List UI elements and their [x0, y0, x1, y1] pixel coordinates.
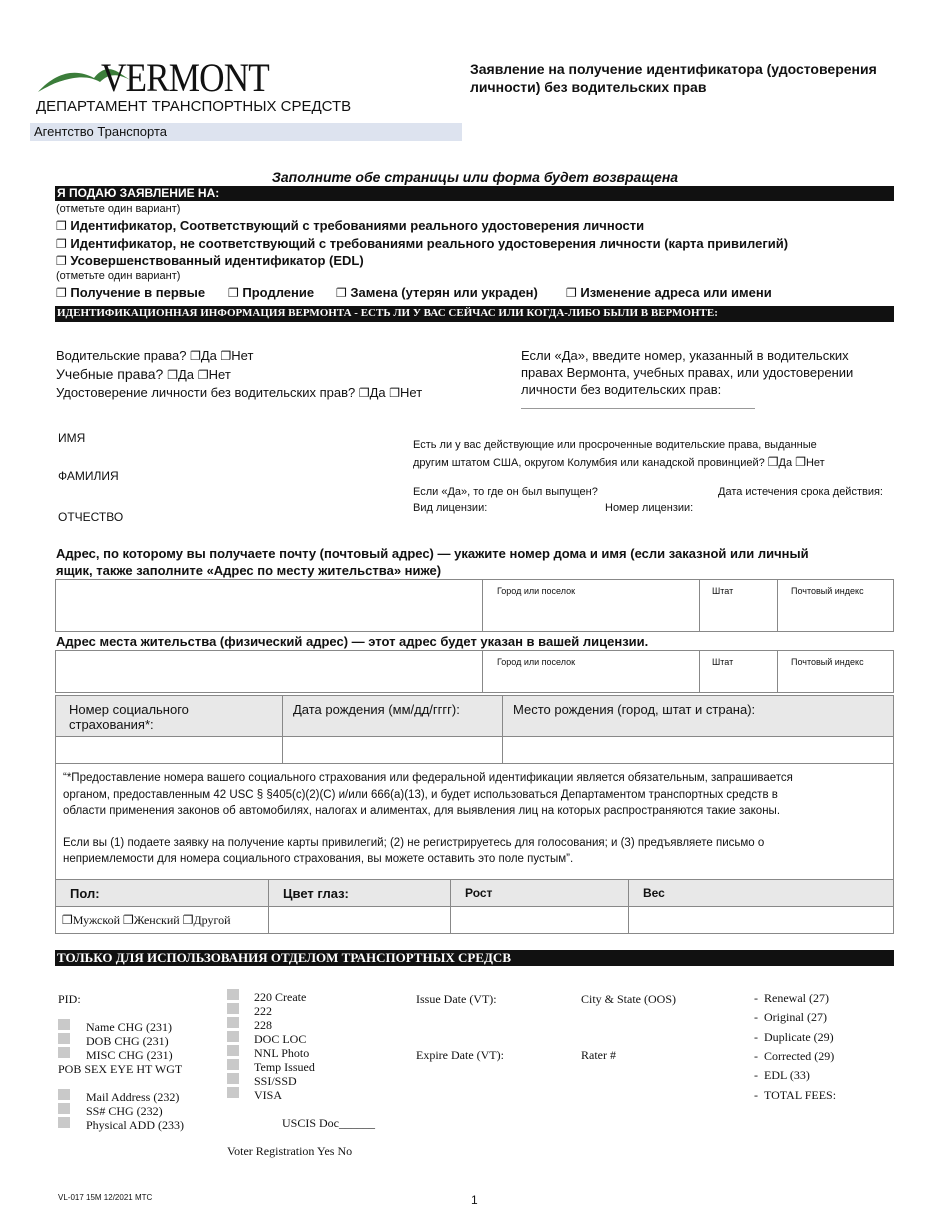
- height-header-cell: [450, 879, 629, 907]
- apply-option-real-id[interactable]: [56, 218, 644, 233]
- fee-corrected: - Corrected (29): [754, 1049, 835, 1063]
- checkbox-square[interactable]: [58, 1103, 70, 1114]
- checkbox-square[interactable]: [58, 1047, 70, 1058]
- sex-male[interactable]: Мужской: [72, 913, 121, 927]
- yes-label: Да: [177, 367, 195, 382]
- fee-label: Corrected (29): [764, 1049, 835, 1063]
- ssn-input[interactable]: [55, 736, 283, 764]
- option-label: Идентификатор, не соответствующий с требованиями реального удостоверения личности (карта привилегий): [70, 236, 789, 251]
- fee-label: Original (27): [764, 1010, 827, 1024]
- office-mail-address: Mail Address (232): [86, 1090, 180, 1104]
- yes-label: Да: [369, 385, 386, 400]
- state-label: Штат: [712, 586, 734, 596]
- ssn-header-cell: [55, 695, 283, 737]
- option-label: Идентификатор, Соответствующий с требованиями реального удостоверения личности: [70, 218, 645, 233]
- type-label: Получение в первые: [70, 285, 206, 300]
- q-drivers-license: [56, 348, 253, 363]
- fee-label: Renewal (27): [764, 991, 829, 1005]
- office-228: 228: [254, 1018, 272, 1032]
- q-label: Удостоверение личности без водительских прав?: [56, 385, 356, 400]
- checkbox-icon[interactable]: ❐: [190, 349, 201, 363]
- type-first-time[interactable]: [56, 285, 205, 300]
- notice-p1-line2: органом, предоставленным 42 USC § §405(c)(2)(C) и/или 666(a)(13), и будет использоваться Департаментом транспортных средств в: [63, 788, 778, 801]
- eyes-input[interactable]: [268, 906, 451, 934]
- checkbox-icon[interactable]: ❐: [56, 286, 67, 300]
- checkbox-icon[interactable]: ❐: [182, 913, 194, 927]
- state-label: Штат: [712, 657, 734, 667]
- dob-input[interactable]: [282, 736, 503, 764]
- ssn-label-line2: страхования*:: [69, 717, 154, 732]
- office-header-text: ТОЛЬКО ДЛЯ ИСПОЛЬЗОВАНИЯ ОТДЕЛОМ ТРАНСПОРТНЫХ СРЕДСВ: [57, 950, 511, 965]
- sex-options: [62, 913, 231, 928]
- checkbox-square[interactable]: [227, 1031, 239, 1042]
- q-learner-permit: [56, 366, 231, 382]
- pob-input[interactable]: [502, 736, 894, 764]
- zip-label: Почтовый индекс: [791, 657, 864, 667]
- checkbox-square[interactable]: [227, 1003, 239, 1014]
- checkbox-square[interactable]: [58, 1019, 70, 1030]
- agency-banner: [30, 123, 462, 141]
- fee-label: Duplicate (29): [764, 1030, 834, 1044]
- middle-name-label: ОТЧЕСТВО: [58, 510, 124, 524]
- type-label: Продление: [242, 285, 315, 300]
- office-city-state: City & State (OOS): [581, 992, 676, 1006]
- checkbox-icon[interactable]: ❐: [389, 386, 401, 400]
- checkbox-icon[interactable]: ❐: [795, 455, 806, 469]
- issued-where-label: Если «Да», то где он был выпущен?: [413, 486, 598, 498]
- checkbox-square[interactable]: [227, 1059, 239, 1070]
- checkbox-icon[interactable]: ❐: [167, 368, 178, 382]
- fee-renewal: - Renewal (27): [754, 991, 829, 1005]
- checkbox-icon[interactable]: ❐: [56, 254, 67, 268]
- apply-option-edl[interactable]: [56, 253, 364, 268]
- office-220-create: 220 Create: [254, 990, 307, 1004]
- residence-street-field[interactable]: [55, 650, 483, 693]
- office-ssi-ssd: SSI/SSD: [254, 1074, 297, 1088]
- if-yes-line2: правах Вермонта, учебных правах, или удостоверении: [521, 365, 854, 380]
- checkbox-icon[interactable]: ❐: [358, 386, 370, 400]
- ssn-label-line1: Номер социального: [69, 702, 189, 717]
- agency-name: Агентство Транспорта: [34, 124, 168, 139]
- apply-section-header: [55, 186, 894, 201]
- expiry-label: Дата истечения срока действия:: [718, 486, 883, 498]
- sex-female[interactable]: Женский: [133, 913, 180, 927]
- zip-label: Почтовый индекс: [791, 586, 864, 596]
- dob-header-cell: [282, 695, 503, 737]
- type-replacement[interactable]: [336, 285, 538, 300]
- office-issue-date: Issue Date (VT):: [416, 992, 497, 1006]
- residence-label: Адрес места жительства (физический адрес) — этот адрес будет указан в вашей лицензии.: [56, 634, 649, 649]
- pid-label: PID:: [58, 992, 81, 1006]
- checkbox-icon[interactable]: ❐: [336, 286, 347, 300]
- q-label: Учебные права?: [56, 366, 164, 382]
- office-dob-chg: DOB CHG (231): [86, 1034, 169, 1048]
- mailing-label-line2: ящик, также заполните «Адрес по месту жительства» ниже): [56, 563, 442, 578]
- office-physical-add: Physical ADD (233): [86, 1118, 184, 1132]
- if-yes-line3: личности без водительских прав:: [521, 382, 722, 397]
- if-yes-line1: Если «Да», введите номер, указанный в водительских: [521, 348, 849, 363]
- form-title-line1: Заявление на получение идентификатора (удостоверения: [470, 61, 877, 77]
- mailing-label-line1: Адрес, по которому вы получаете почту (почтовый адрес) — укажите номер дома и имя (если заказной или личный: [56, 546, 809, 561]
- checkbox-icon[interactable]: ❐: [220, 349, 232, 363]
- q-label: Водительские права?: [56, 348, 187, 363]
- eyes-label: Цвет глаз:: [283, 886, 349, 901]
- office-rater: Rater #: [581, 1048, 616, 1062]
- dob-label: Дата рождения (мм/дд/гггг):: [293, 702, 460, 717]
- checkbox-square[interactable]: [227, 1073, 239, 1084]
- check-one-note-2: (отметьте один вариант): [56, 270, 181, 282]
- no-label: Нет: [231, 348, 254, 363]
- office-misc-chg: MISC CHG (231): [86, 1048, 173, 1062]
- checkbox-square[interactable]: [58, 1033, 70, 1044]
- sex-input-cell: [55, 906, 269, 934]
- notice-p2-line2: неприемлемости для номера социального страхования, вы можете оставить это поле пустым”.: [63, 853, 574, 865]
- fee-label: TOTAL FEES:: [764, 1088, 837, 1102]
- office-222: 222: [254, 1004, 272, 1018]
- city-label: Город или поселок: [497, 657, 576, 667]
- sex-other[interactable]: Другой: [193, 913, 231, 927]
- vt-id-section-header: [55, 306, 894, 322]
- first-name-label: ИМЯ: [58, 431, 86, 445]
- weight-header-cell: [628, 879, 894, 907]
- office-expire-date: Expire Date (VT):: [416, 1048, 504, 1062]
- checkbox-icon[interactable]: ❐: [62, 913, 73, 927]
- mailing-street-field[interactable]: [55, 579, 483, 632]
- checkbox-square[interactable]: [58, 1089, 70, 1100]
- sex-label: Пол:: [70, 886, 100, 901]
- checkbox-icon[interactable]: ❐: [56, 237, 67, 251]
- residence-state-field[interactable]: [699, 650, 778, 693]
- checkbox-square[interactable]: [227, 989, 239, 1000]
- type-renewal[interactable]: [228, 285, 314, 300]
- no-label: Нет: [805, 457, 825, 469]
- no-label: Нет: [400, 385, 423, 400]
- residence-zip-field[interactable]: [777, 650, 894, 693]
- office-uscis-doc: USCIS Doc______: [282, 1116, 376, 1130]
- checkbox-icon[interactable]: ❐: [228, 286, 239, 300]
- form-title-line2: личности) без водительских прав: [470, 79, 707, 95]
- pob-header-cell: [502, 695, 894, 737]
- type-address-change[interactable]: [566, 285, 772, 300]
- residence-city-field[interactable]: [482, 650, 700, 693]
- mailing-state-field[interactable]: [699, 579, 778, 632]
- license-type-label: Вид лицензии:: [413, 502, 488, 514]
- logo-wordmark: VERMONT: [101, 55, 269, 100]
- city-label: Город или поселок: [497, 586, 576, 596]
- ssn-notice: [63, 770, 889, 868]
- sex-header-cell: [55, 879, 269, 907]
- other-license-q1: Есть ли у вас действующие или просроченные водительские права, выданные: [413, 439, 817, 451]
- yes-label: Да: [200, 348, 217, 363]
- eyes-header-cell: [268, 879, 451, 907]
- height-input[interactable]: [450, 906, 629, 934]
- office-nnl-photo: NNL Photo: [254, 1046, 310, 1060]
- pob-label: Место рождения (город, штат и страна):: [513, 702, 756, 717]
- type-label: Замена (утерян или украден): [350, 285, 538, 300]
- fee-edl: - EDL (33): [754, 1068, 810, 1082]
- fee-label: EDL (33): [764, 1068, 810, 1082]
- checkbox-icon[interactable]: ❐: [197, 368, 209, 382]
- office-ss-chg: SS# CHG (232): [86, 1104, 163, 1118]
- department-name: ДЕПАРТАМЕНТ ТРАНСПОРТНЫХ СРЕДСТВ: [36, 98, 352, 115]
- last-name-label: ФАМИЛИЯ: [58, 469, 119, 483]
- fee-original: - Original (27): [754, 1010, 827, 1024]
- checkbox-square[interactable]: [58, 1117, 70, 1128]
- notice-p1-line3: области применения законов об автомобилях, налогах и алиментах, для выявления лиц на которых распространяются такие законы.: [63, 805, 781, 817]
- notice-p2-line1: Если вы (1) подаете заявку на получение карты привилегий; (2) не регистрируетесь для голосования; и (3) предъявляете письмо о: [63, 836, 765, 849]
- other-license-q2: [413, 455, 825, 469]
- weight-label: Вес: [643, 886, 665, 900]
- checkbox-icon[interactable]: ❐: [56, 219, 67, 233]
- height-label: Рост: [465, 886, 493, 900]
- checkbox-icon[interactable]: ❐: [566, 286, 577, 300]
- office-name-chg: Name CHG (231): [86, 1020, 172, 1034]
- weight-input[interactable]: [628, 906, 894, 934]
- office-voter-registration: Voter Registration Yes No: [227, 1144, 353, 1158]
- type-label: Изменение адреса или имени: [580, 285, 772, 300]
- option-label: Усовершенствованный идентификатор (EDL): [70, 253, 364, 268]
- checkbox-square[interactable]: [227, 1045, 239, 1056]
- no-label: Нет: [208, 367, 231, 382]
- office-temp-issued: Temp Issued: [254, 1060, 315, 1074]
- apply-option-non-real-id[interactable]: [56, 236, 788, 251]
- yes-label: Да: [778, 457, 793, 469]
- office-section-header: [55, 950, 894, 966]
- checkbox-square[interactable]: [227, 1087, 239, 1098]
- vt-id-header-text: ИДЕНТИФИКАЦИОННАЯ ИНФОРМАЦИЯ ВЕРМОНТА - ЕСТЬ ЛИ У ВАС СЕЙЧАС ИЛИ КОГДА-ЛИБО БЫЛИ В ВЕРМОНТЕ:: [57, 307, 718, 319]
- q-non-driver-id: [56, 385, 422, 400]
- q-label: другим штатом США, округом Колумбия или канадской провинцией?: [413, 457, 765, 469]
- checkbox-icon[interactable]: ❐: [123, 913, 134, 927]
- mailing-zip-field[interactable]: [777, 579, 894, 632]
- page-number: 1: [471, 1193, 478, 1207]
- instruction-text: Заполните обе страницы или форма будет возвращена: [271, 169, 679, 185]
- fee-total: - TOTAL FEES:: [754, 1088, 837, 1102]
- check-one-note: (отметьте один вариант): [56, 203, 181, 215]
- checkbox-icon[interactable]: ❐: [767, 455, 779, 469]
- apply-header-text: Я ПОДАЮ ЗАЯВЛЕНИЕ НА:: [57, 186, 220, 200]
- vt-id-number-field[interactable]: [521, 408, 755, 409]
- checkbox-square[interactable]: [227, 1017, 239, 1028]
- office-visa: VISA: [254, 1088, 283, 1102]
- form-code: VL-017 15M 12/2021 MTC: [58, 1193, 153, 1202]
- office-doc-loc: DOC LOC: [254, 1032, 307, 1046]
- fee-duplicate: - Duplicate (29): [754, 1030, 834, 1044]
- notice-p1-line1: “*Предоставление номера вашего социального страхования или федеральной идентификации является обязательным, запрашивается: [63, 772, 793, 784]
- license-number-label: Номер лицензии:: [605, 502, 694, 514]
- office-pob-line: POB SEX EYE HT WGT: [58, 1062, 183, 1076]
- mailing-city-field[interactable]: [482, 579, 700, 632]
